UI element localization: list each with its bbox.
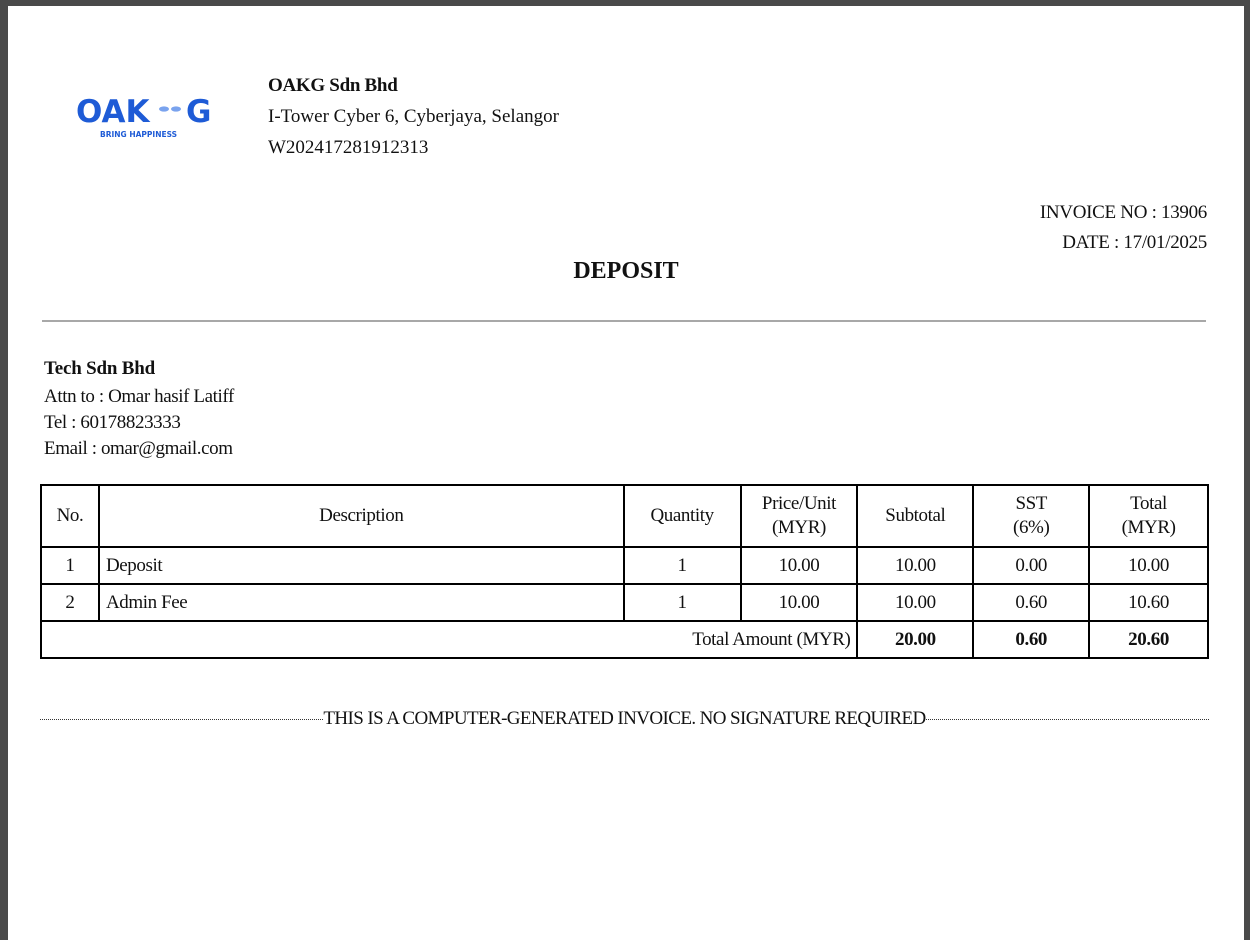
logo-eyes-icon xyxy=(159,106,181,111)
company-address: I-Tower Cyber 6, Cyberjaya, Selangor xyxy=(268,106,559,127)
col-header-no-label: No. xyxy=(56,505,84,526)
company-registration: W202417281912313 xyxy=(268,137,429,158)
table-row xyxy=(41,547,1208,584)
footer-note xyxy=(40,708,1209,730)
col-header-total xyxy=(1089,485,1208,547)
row-quantity: 1 xyxy=(624,584,741,621)
total-grand: 20.60 xyxy=(1089,621,1208,658)
col-header-no xyxy=(41,485,99,547)
col-header-quantity-label: Quantity xyxy=(650,505,714,526)
col-header-sst xyxy=(973,485,1089,547)
total-subtotal: 20.00 xyxy=(857,621,973,658)
row-sst: 0.00 xyxy=(973,547,1089,584)
footer-dotted-line-right xyxy=(926,719,1209,720)
row-no: 2 xyxy=(41,584,99,621)
table-header-row xyxy=(41,485,1208,547)
company-name: OAKG Sdn Bhd xyxy=(268,75,398,96)
invoice-number: INVOICE NO : 13906 xyxy=(1039,202,1207,223)
invoice-date: DATE : 17/01/2025 xyxy=(1062,232,1207,253)
col-header-total-line1: Total xyxy=(1130,493,1167,514)
col-header-price-line1: Price/Unit xyxy=(761,493,837,514)
row-quantity: 1 xyxy=(624,547,741,584)
company-info xyxy=(268,70,559,163)
col-header-subtotal xyxy=(857,485,973,547)
header-divider xyxy=(42,320,1206,322)
footer-note-text: THIS IS A COMPUTER-GENERATED INVOICE. NO SIGNATURE REQUIRED xyxy=(323,708,926,729)
oakg-logo-icon xyxy=(76,92,216,152)
col-header-price-line2: (MYR) xyxy=(772,517,826,538)
row-price: 10.00 xyxy=(741,584,858,621)
table-row xyxy=(41,584,1208,621)
client-email: Email : omar@gmail.com xyxy=(44,438,233,459)
client-tel: Tel : 60178823333 xyxy=(44,412,181,433)
client-name: Tech Sdn Bhd xyxy=(44,358,155,379)
totals-row xyxy=(41,621,1208,658)
col-header-total-line2: (MYR) xyxy=(1121,517,1176,538)
row-total: 10.60 xyxy=(1089,584,1208,621)
company-logo xyxy=(76,92,216,152)
invoice-meta xyxy=(1040,198,1207,258)
row-subtotal: 10.00 xyxy=(857,547,973,584)
col-header-price xyxy=(741,485,858,547)
col-header-description xyxy=(99,485,624,547)
logo-wordmark-left: OAK xyxy=(76,94,150,130)
logo-tagline: BRING HAPPINESS xyxy=(100,130,178,139)
row-total: 10.00 xyxy=(1089,547,1208,584)
row-subtotal: 10.00 xyxy=(857,584,973,621)
row-description: Admin Fee xyxy=(99,584,624,621)
total-amount-label: Total Amount (MYR) xyxy=(41,621,857,658)
col-header-subtotal-label: Subtotal xyxy=(885,505,946,526)
invoice-page xyxy=(8,6,1244,940)
col-header-description-label: Description xyxy=(319,505,404,526)
items-table xyxy=(40,484,1209,659)
row-sst: 0.60 xyxy=(973,584,1089,621)
row-price: 10.00 xyxy=(741,547,858,584)
footer-dotted-line-left xyxy=(40,719,323,720)
client-info xyxy=(44,356,234,462)
client-attn: Attn to : Omar hasif Latiff xyxy=(44,386,234,407)
row-no: 1 xyxy=(41,547,99,584)
col-header-quantity xyxy=(624,485,741,547)
col-header-sst-line1: SST xyxy=(1015,493,1047,514)
col-header-sst-line2: (6%) xyxy=(1013,517,1050,538)
document-title: DEPOSIT xyxy=(573,258,679,284)
total-sst: 0.60 xyxy=(973,621,1089,658)
logo-wordmark-right: G xyxy=(186,94,212,130)
row-description: Deposit xyxy=(99,547,624,584)
